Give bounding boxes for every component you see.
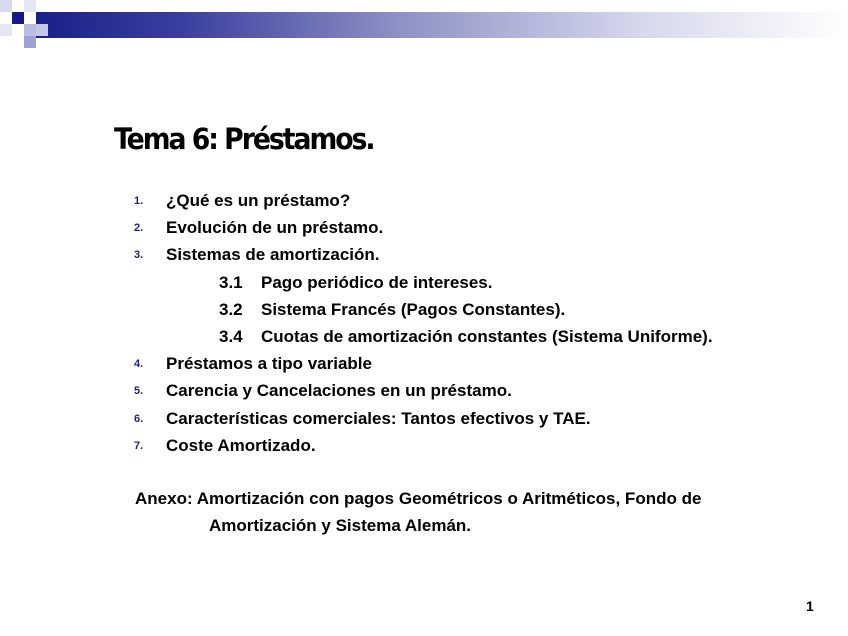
list-item-text: Carencia y Cancelaciones en un préstamo. <box>166 381 512 401</box>
list-item <box>0 432 848 459</box>
decorative-square <box>36 24 48 36</box>
list-item-text: Evolución de un préstamo. <box>166 218 384 238</box>
list-item-number: 1. <box>134 195 144 207</box>
list-item <box>0 241 848 268</box>
topic-list <box>0 187 848 459</box>
list-item-text: Préstamos a tipo variable <box>166 354 372 374</box>
list-item <box>0 187 848 214</box>
sub-list-item-number: 3.2 <box>219 299 243 319</box>
decorative-square <box>24 24 36 36</box>
decorative-square <box>12 12 24 24</box>
slide-title: Tema 6: Préstamos. <box>114 122 374 156</box>
annex-line-1: Anexo: Amortización con pagos Geométricos o Aritméticos, Fondo de <box>135 489 702 508</box>
list-item-number: 6. <box>134 412 144 425</box>
list-item <box>0 350 848 377</box>
header-gradient-bar <box>36 12 848 38</box>
sub-list-item-number: 3.4 <box>219 326 243 346</box>
list-item-number: 5. <box>134 385 144 398</box>
list-item-number: 3. <box>134 249 144 262</box>
list-item-number: 7. <box>134 439 144 452</box>
list-item <box>0 377 848 404</box>
decorative-square <box>0 24 12 36</box>
sub-list-item-text: Pago periódico de intereses. <box>261 272 493 292</box>
annex-line-2: Amortización y Sistema Alemán. <box>209 516 472 535</box>
list-item-text: ¿Qué es un préstamo? <box>166 191 351 210</box>
page-number: 1 <box>806 598 814 614</box>
list-item-text: Características comerciales: Tantos efectivos y TAE. <box>166 408 591 428</box>
decorative-square <box>24 36 36 48</box>
list-item-number: 2. <box>134 222 144 235</box>
sub-list-item <box>0 269 848 296</box>
sub-list-item-number: 3.1 <box>219 272 243 292</box>
sub-list-item-text: Sistema Francés (Pagos Constantes). <box>261 299 566 319</box>
decorative-square <box>36 0 48 12</box>
sub-list-item <box>0 296 848 323</box>
list-item-number: 4. <box>134 358 144 371</box>
list-item <box>0 405 848 432</box>
list-item-text: Coste Amortizado. <box>166 435 316 455</box>
list-item-text: Sistemas de amortización. <box>166 245 380 265</box>
decorative-square <box>24 0 36 12</box>
sub-list-item <box>0 323 848 350</box>
list-item <box>0 214 848 241</box>
decorative-square <box>0 0 12 12</box>
sub-list-item-text: Cuotas de amortización constantes (Sistema Uniforme). <box>261 326 713 346</box>
